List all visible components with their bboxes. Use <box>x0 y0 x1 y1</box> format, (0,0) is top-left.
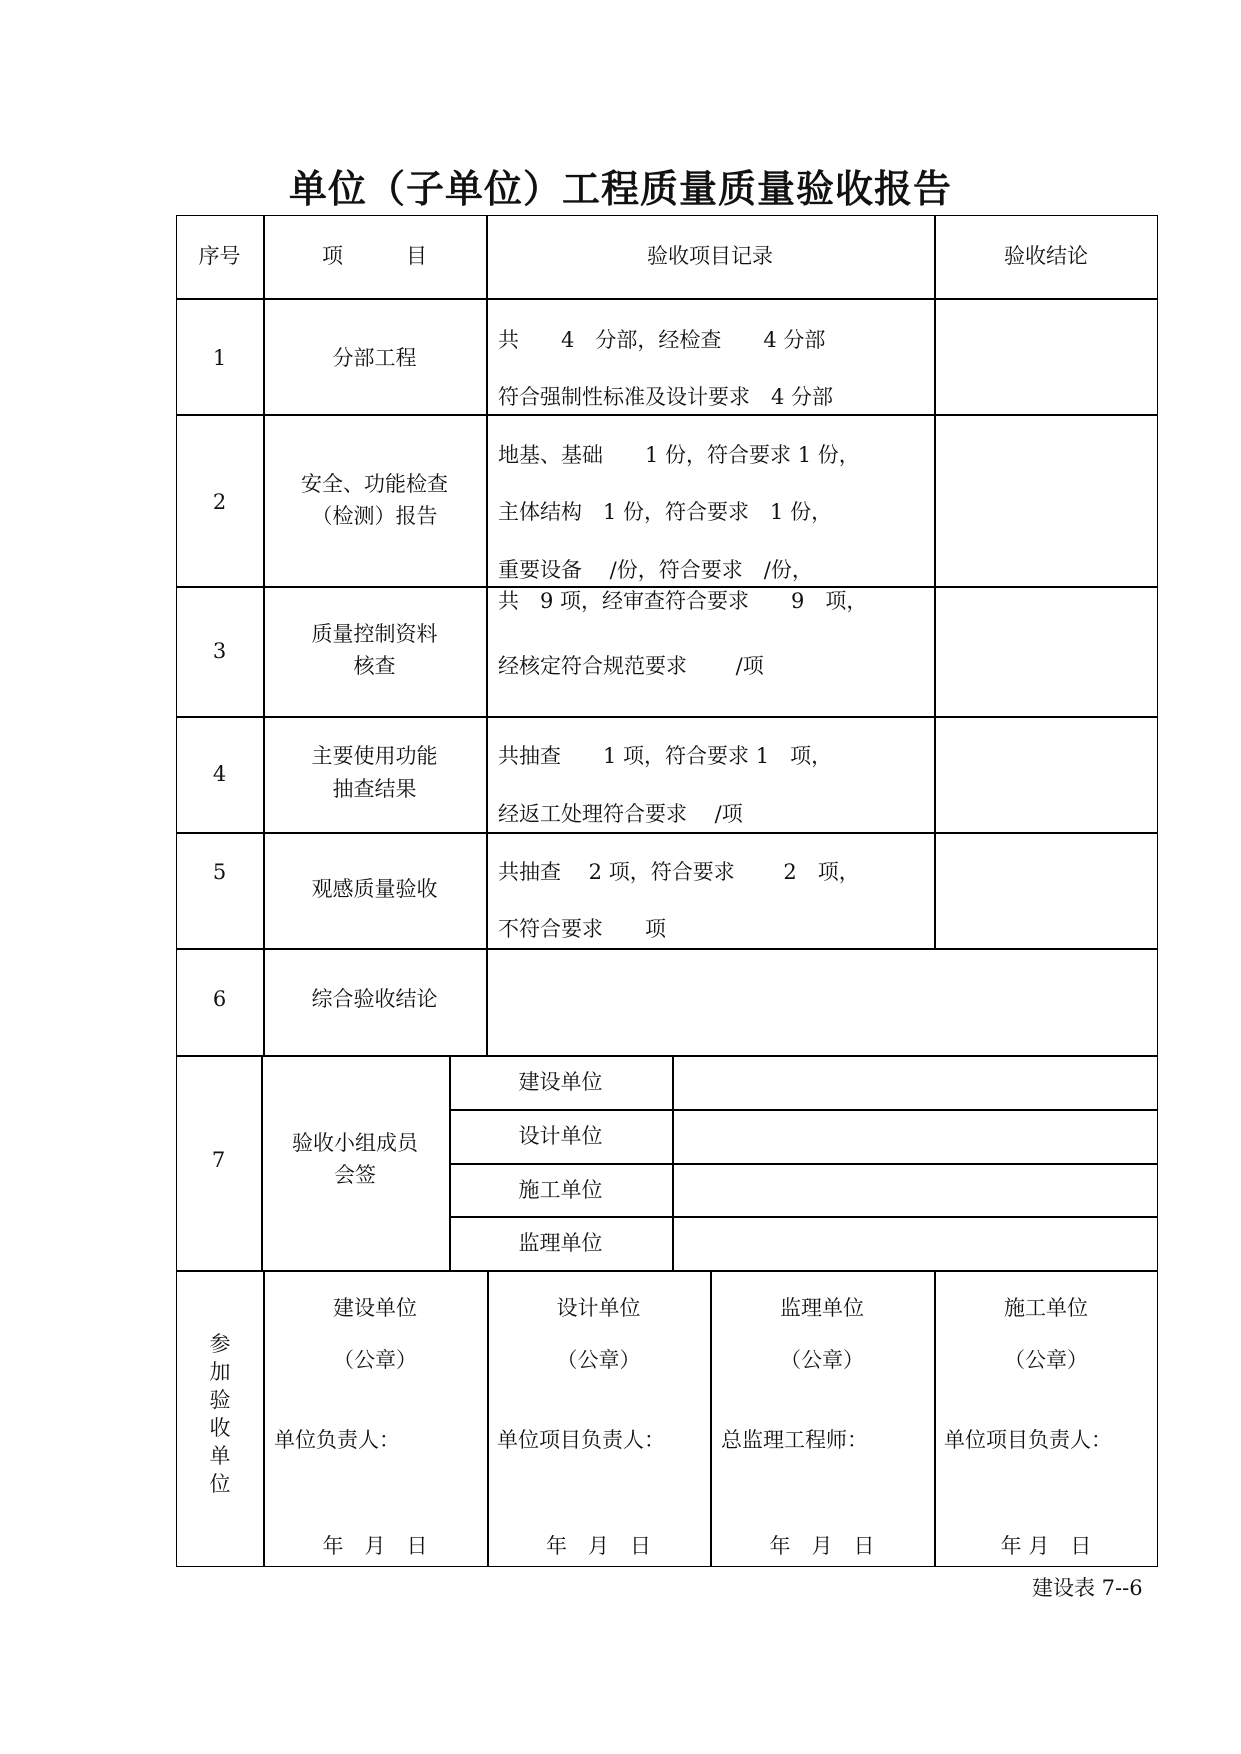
row-2-item-line-1: 安全、功能检查 <box>301 472 448 496</box>
row-divider <box>176 832 1158 834</box>
header-conclusion: 验收结论 <box>1004 244 1088 268</box>
row-1-seq: 1 <box>212 346 227 370</box>
col-divider <box>672 1055 674 1270</box>
header-item: 项 目 <box>322 244 427 268</box>
row-2-item-line-2: （检测）报告 <box>311 504 438 528</box>
row-2-record-line-2: 主体结构 1 份，符合要求 1 份， <box>498 500 833 524</box>
team-unit-contractor: 施工单位 <box>518 1178 603 1202</box>
row-1-record-line-2: 符合强制性标准及设计要求 4 分部 <box>498 385 834 409</box>
participants-label-2: 加 <box>209 1360 231 1384</box>
row-5-seq: 5 <box>212 860 227 884</box>
col-divider <box>486 215 488 1055</box>
row-5-record-line-1: 共抽查 2 项，符合要求 2 项， <box>498 860 860 884</box>
row-3-item-line-2: 核查 <box>353 654 396 678</box>
team-label-line-2: 会签 <box>334 1163 376 1187</box>
team-unit-supervision: 监理单位 <box>518 1231 603 1255</box>
participant-person: 单位负责人： <box>274 1428 400 1452</box>
row-divider <box>176 298 1158 300</box>
row-3-record-line-1: 共 9 项，经审查符合要求 9 项， <box>498 589 868 613</box>
team-row-divider <box>449 1163 1158 1165</box>
participants-label-3: 验 <box>209 1388 231 1412</box>
header-seq: 序号 <box>198 244 241 268</box>
form-number: 建设表 7--6 <box>1032 1576 1143 1600</box>
row-1-item: 分部工程 <box>332 346 417 370</box>
row-divider <box>176 948 1158 950</box>
row-2-record-line-1: 地基、基础 1 份，符合要求 1 份， <box>498 443 860 467</box>
participant-unit: 施工单位 <box>1004 1296 1088 1320</box>
row-divider <box>176 716 1158 718</box>
row-3-item-line-1: 质量控制资料 <box>311 622 438 646</box>
participant-person: 总监理工程师： <box>721 1428 868 1452</box>
row-3-record-line-2: 经核定符合规范要求 /项 <box>498 654 764 678</box>
row-6-item: 综合验收结论 <box>311 987 438 1011</box>
participants-label-5: 单 <box>209 1444 231 1468</box>
row-4-seq: 4 <box>212 762 227 786</box>
participant-date: 年 月 日 <box>769 1534 875 1558</box>
row-2-record-line-3: 重要设备 /份，符合要求 /份， <box>498 558 813 582</box>
participant-person: 单位项目负责人： <box>497 1428 665 1452</box>
row-5-item: 观感质量验收 <box>311 877 438 901</box>
team-label-line-1: 验收小组成员 <box>292 1131 418 1155</box>
row-divider <box>176 1270 1158 1272</box>
row-5-record-line-2: 不符合要求 项 <box>498 917 666 941</box>
row-1-record-line-1: 共 4 分部，经检查 4 分部 <box>498 328 826 352</box>
team-row-divider <box>449 1216 1158 1218</box>
row-2-seq: 2 <box>212 490 227 514</box>
row-4-item-line-2: 抽查结果 <box>332 777 417 801</box>
participant-unit: 设计单位 <box>556 1296 641 1320</box>
participant-seal: （公章） <box>556 1348 641 1372</box>
participant-person: 单位项目负责人： <box>944 1428 1112 1452</box>
participant-date: 年 月 日 <box>1000 1534 1092 1558</box>
team-seq: 7 <box>211 1148 226 1172</box>
participant-unit: 监理单位 <box>780 1296 864 1320</box>
participants-label-1: 参 <box>209 1332 231 1356</box>
row-3-seq: 3 <box>212 639 227 663</box>
participant-date: 年 月 日 <box>322 1534 428 1558</box>
row-4-record-line-1: 共抽查 1 项，符合要求 1 项， <box>498 744 833 768</box>
team-unit-design: 设计单位 <box>518 1124 603 1148</box>
participant-unit: 建设单位 <box>333 1296 417 1320</box>
participant-seal: （公章） <box>780 1348 864 1372</box>
participant-seal: （公章） <box>333 1348 417 1372</box>
col-divider <box>934 215 936 948</box>
team-unit-construction: 建设单位 <box>518 1070 603 1094</box>
participant-seal: （公章） <box>1004 1348 1088 1372</box>
row-4-record-line-2: 经返工处理符合要求 /项 <box>498 802 743 826</box>
participant-date: 年 月 日 <box>546 1534 651 1558</box>
row-6-seq: 6 <box>212 987 227 1011</box>
page-title: 单位（子单位）工程质量质量验收报告 <box>288 166 952 211</box>
header-record: 验收项目记录 <box>647 244 773 268</box>
team-row-divider <box>449 1109 1158 1111</box>
row-divider <box>176 414 1158 416</box>
row-divider <box>176 1055 1158 1057</box>
participants-label-6: 位 <box>209 1472 231 1496</box>
participants-label-4: 收 <box>209 1416 231 1440</box>
row-4-item-line-1: 主要使用功能 <box>311 744 438 768</box>
